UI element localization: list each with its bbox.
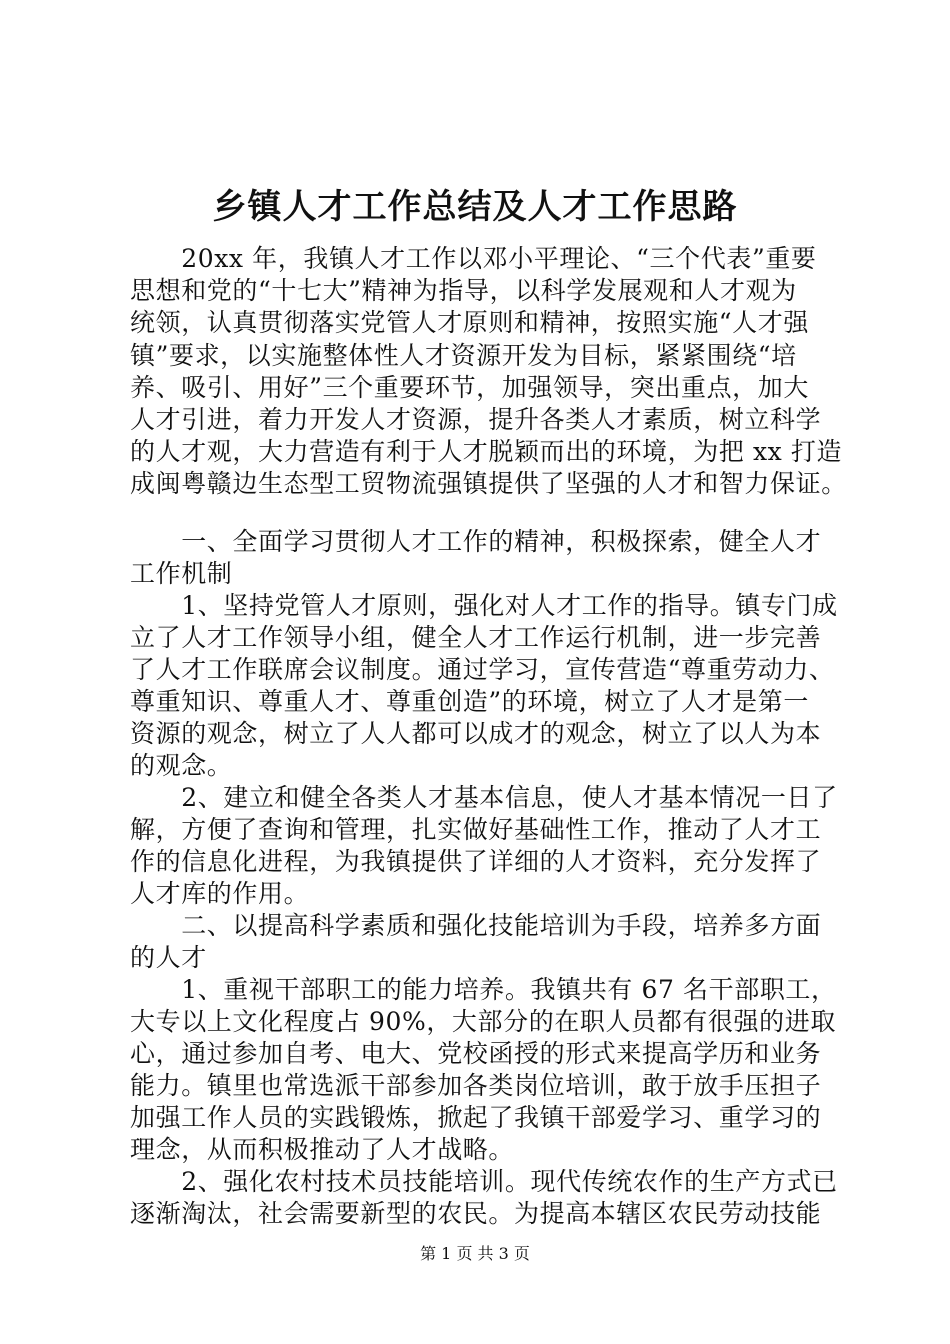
body-line: 20xx 年，我镇人才工作以邓小平理论、“三个代表”重要 [130, 244, 817, 273]
body-line: 作的信息化进程，为我镇提供了详细的人才资料，充分发挥了 [130, 847, 822, 876]
section-heading-line: 的人才 [130, 943, 207, 972]
body-line: 成闽粤赣边生态型工贸物流强镇提供了坚强的人才和智力保证。 [130, 469, 847, 498]
body-line: 逐渐淘汰，社会需要新型的农民。为提高本辖区农民劳动技能 [130, 1199, 822, 1228]
page-title: 乡镇人才工作总结及人才工作思路 [212, 187, 738, 227]
body-line: 思想和党的“十七大”精神为指导，以科学发展观和人才观为 [130, 276, 797, 305]
body-line: 尊重知识、尊重人才、尊重创造”的环境，树立了人才是第一 [130, 687, 809, 716]
body-line: 解，方便了查询和管理，扎实做好基础性工作，推动了人才工 [130, 815, 822, 844]
body-line: 1、重视干部职工的能力培养。我镇共有 67 名干部职工， [130, 975, 837, 1004]
body-line: 1、坚持党管人才原则，强化对人才工作的指导。镇专门成 [130, 591, 838, 620]
body-line: 2、强化农村技术员技能培训。现代传统农作的生产方式已 [130, 1167, 838, 1196]
body-line: 人才引进，着力开发人才资源，提升各类人才素质，树立科学 [130, 405, 822, 434]
body-line: 了人才工作联席会议制度。通过学习，宣传营造“尊重劳动力、 [130, 655, 835, 684]
body-line: 人才库的作用。 [130, 879, 310, 908]
body-line: 大专以上文化程度占 90%，大部分的在职人员都有很强的进取 [130, 1007, 836, 1036]
body-line: 的观念。 [130, 751, 233, 780]
body-line: 统领，认真贯彻落实党管人才原则和精神，按照实施“人才强 [130, 308, 809, 337]
body-line: 加强工作人员的实践锻炼，掀起了我镇干部爱学习、重学习的 [130, 1103, 822, 1132]
body-line: 能力。镇里也常选派干部参加各类岗位培训，敢于放手压担子 [130, 1071, 822, 1100]
body-line: 理念，从而积极推动了人才战略。 [130, 1135, 515, 1164]
body-line: 立了人才工作领导小组，健全人才工作运行机制，进一步完善 [130, 623, 822, 652]
body-line: 资源的观念，树立了人人都可以成才的观念，树立了以人为本 [130, 719, 822, 748]
body-line: 镇”要求，以实施整体性人才资源开发为目标，紧紧围绕“培 [130, 341, 797, 370]
page-footer: 第 1 页 共 3 页 [420, 1244, 530, 1263]
body-line: 养、吸引、用好”三个重要环节，加强领导，突出重点，加大 [130, 373, 809, 402]
section-heading-line: 二、以提高科学素质和强化技能培训为手段，培养多方面 [130, 911, 822, 940]
body-line: 的人才观，大力营造有利于人才脱颖而出的环境，为把 xx 打造 [130, 437, 843, 466]
body-line: 2、建立和健全各类人才基本信息，使人才基本情况一日了 [130, 783, 838, 812]
section-heading-line: 工作机制 [130, 559, 233, 588]
body-line: 心，通过参加自考、电大、党校函授的形式来提高学历和业务 [130, 1039, 822, 1068]
section-heading-line: 一、全面学习贯彻人才工作的精神，积极探索，健全人才 [130, 527, 822, 556]
